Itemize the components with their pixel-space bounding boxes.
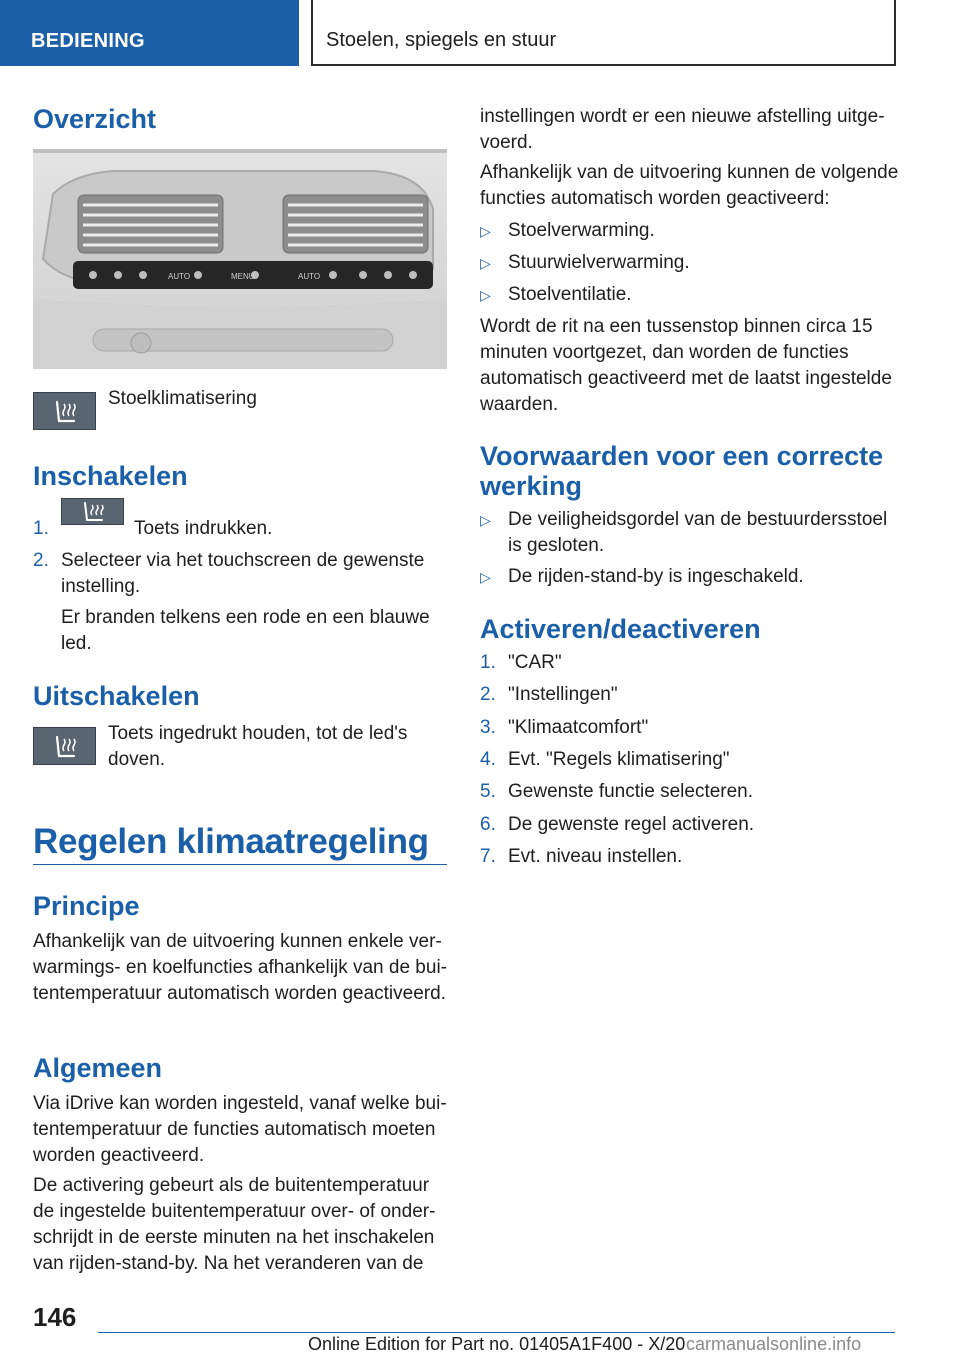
- step-number: 4.: [480, 749, 496, 770]
- section-tab: BEDIENING: [0, 0, 299, 66]
- step-number: 6.: [480, 814, 496, 835]
- step-text: Toets indrukken.: [134, 518, 273, 539]
- inschakelen-heading: Inschakelen: [33, 461, 188, 491]
- chapter-title: Stoelen, spiegels en stuur: [311, 0, 896, 66]
- step-number: 2.: [480, 684, 496, 705]
- principe-text: Afhankelijk van de uitvoering kunnen enkele verwarmings- en koelfuncties afhankelijk van de buitentemperatuur automatisch worden geactiveerd.: [33, 931, 447, 1004]
- uitschakelen-heading: Uitschakelen: [33, 681, 200, 711]
- list-item: Stoelventilatie.: [508, 284, 632, 305]
- step-text: Evt. "Regels klimatisering": [508, 749, 730, 770]
- step-note: Er branden telkens een rode en een blauwe led.: [61, 607, 430, 654]
- continued-paragraph-1: instellingen wordt er een nieuwe afstelling uitgevoerd.: [480, 106, 885, 153]
- photo-menu: MENU: [231, 272, 255, 281]
- seat-climate-icon: [33, 392, 96, 430]
- step-number: 3.: [480, 717, 496, 738]
- list-item: Stoelverwarming.: [508, 220, 655, 241]
- photo-auto-left: AUTO: [168, 272, 191, 281]
- list-item: De veiligheidsgordel van de bestuurdersstoel is gesloten.: [508, 509, 888, 556]
- step-text: "Klimaatcomfort": [508, 717, 649, 738]
- bullet-triangle-icon: ▷: [480, 223, 491, 239]
- activeren-steps: [480, 650, 900, 880]
- principe-heading: Principe: [33, 891, 140, 921]
- watermark: carmanualsonline.info: [686, 1334, 862, 1354]
- conditions-list: [480, 507, 900, 597]
- step-text: Evt. niveau instellen.: [508, 846, 683, 867]
- algemeen-paragraph-2: De activering gebeurt als de buitentemperatuur de ingestelde buitentemperatuur over- of onderschrijdt in de eerste minuten na het inschakelen van rijden-stand-by. Na het veranderen van de: [33, 1175, 436, 1274]
- step-number: 2.: [33, 550, 49, 571]
- photo-auto-right: AUTO: [298, 272, 321, 281]
- list-item: De rijden-stand-by is ingeschakeld.: [508, 566, 804, 587]
- uitschakelen-text: Toets ingedrukt houden, tot de led's doven.: [108, 723, 408, 770]
- page-header: [0, 0, 960, 66]
- step-text: Selecteer via het touchscreen de gewenste instelling.: [61, 550, 425, 597]
- regelen-heading: Regelen klimaatregeling: [33, 822, 429, 861]
- step-text: "CAR": [508, 652, 562, 673]
- icon-caption: Stoelklimatisering: [108, 388, 257, 409]
- edition-note: Online Edition for Part no. 01405A1F400 - X/20: [308, 1334, 686, 1354]
- step-number: 1.: [480, 652, 496, 673]
- bullet-triangle-icon: ▷: [480, 287, 491, 303]
- step-number: 7.: [480, 846, 496, 867]
- climate-panel-photo: [33, 149, 447, 369]
- activeren-heading: Activeren/deactiveren: [480, 614, 761, 644]
- step-number: 5.: [480, 781, 496, 802]
- bullet-triangle-icon: ▷: [480, 569, 491, 585]
- uitschakelen-block: [33, 723, 447, 787]
- bullet-triangle-icon: ▷: [480, 512, 491, 528]
- algemeen-paragraph-1: Via iDrive kan worden ingesteld, vanaf welke buitentemperatuur de functies automatisch moeten worden geactiveerd.: [33, 1093, 447, 1166]
- function-list: [480, 218, 900, 308]
- overzicht-heading: Overzicht: [33, 104, 157, 134]
- step-number: 1.: [33, 518, 49, 539]
- step-text: Gewenste functie selecteren.: [508, 781, 754, 802]
- list-item: Stuurwielverwarming.: [508, 252, 690, 273]
- step-text: "Instellingen": [508, 684, 618, 705]
- continued-paragraph-3: Wordt de rit na een tussenstop binnen circa 15 minuten voortgezet, dan worden de functies automatisch geactiveerd met de laatst ingestelde waarden.: [480, 316, 892, 415]
- page-number: 146: [33, 1302, 77, 1332]
- heading-underline: [33, 864, 447, 865]
- step-text: De gewenste regel activeren.: [508, 814, 755, 835]
- icon-legend: [33, 388, 447, 430]
- algemeen-heading: Algemeen: [33, 1053, 163, 1083]
- inschakelen-steps: [33, 498, 447, 698]
- seat-climate-icon: [61, 498, 124, 525]
- seat-climate-icon: [33, 727, 96, 765]
- footer-rule: [98, 1332, 895, 1333]
- voorwaarden-heading: Voorwaarden voor een correcte werking: [480, 441, 884, 501]
- bullet-triangle-icon: ▷: [480, 255, 491, 271]
- continued-paragraph-2: Afhankelijk van de uitvoering kunnen de volgende functies automatisch worden geactiveerd:: [480, 162, 899, 209]
